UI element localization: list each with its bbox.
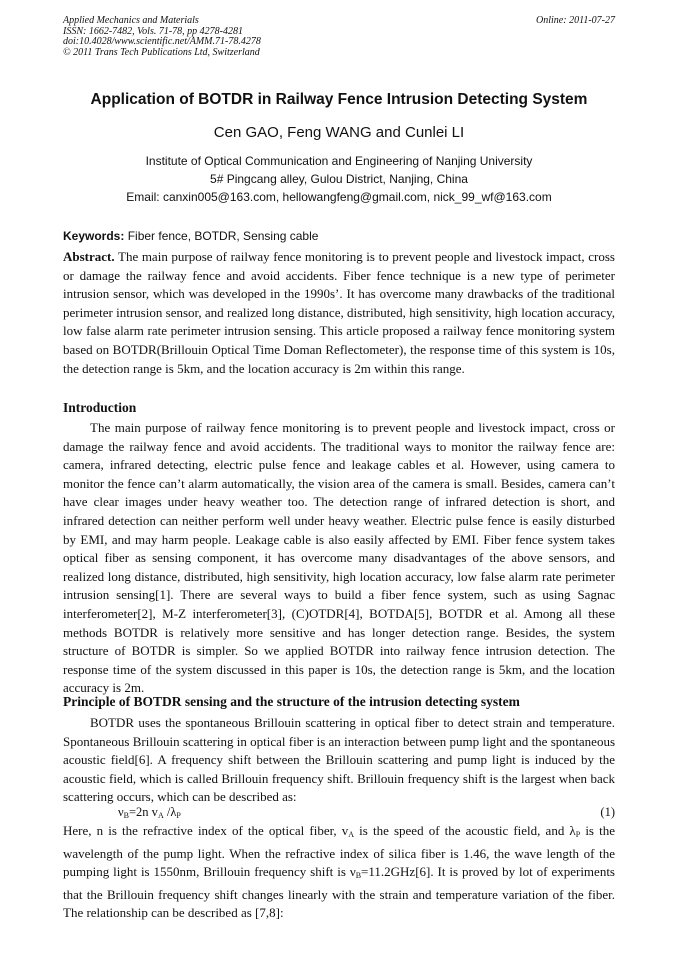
affiliation-email: Email: canxin005@163.com, hellowangfeng@gmail.com, nick_99_wf@163.com xyxy=(126,190,552,204)
abstract-label: Abstract. xyxy=(63,249,115,264)
equation-formula: $\nu_B=2n$ $v_A$ $/\lambda_P$ xyxy=(118,805,181,820)
journal-header xyxy=(63,16,615,58)
principle-heading: Principle of BOTDR sensing and the structure of the intrusion detecting system xyxy=(63,694,520,709)
keywords-label: Keywords: xyxy=(63,229,125,243)
abstract xyxy=(63,248,615,378)
online-date: Online: 2011-07-27 xyxy=(536,15,615,26)
abstract-text: The main purpose of railway fence monitoring is to prevent people and livestock impact, cross or damage the railway fence and avoid accidents. Fiber fence technique is a new type of perimeter intrusion sensor, which was developed in the 1990s’. It has overcome many drawbacks of the traditional perimeter intrusion sensor, and realized long distance, distributed, high sensitivity, high location accuracy, low false alarm rate perimeter intrusion sensing. This article proposed a railway fence monitoring system based on BOTDR(Brillouin Optical Time Doman Reflectometer), the response time of this system is 10s, the detection range is 5km, and the location accuracy is 2m within this range. xyxy=(63,249,615,376)
principle-text: BOTDR uses the spontaneous Brillouin scattering in optical fiber to detect strain and temperature. Spontaneous Brillouin scattering in optical fiber is an interaction between pump light and the spontaneous acoustic field[6]. A frequency shift between the Brillouin scattering and pump light is induced by the acoustic field, which is called Brillouin frequency shift. Brillouin frequency shift is the largest when back scattering occurs, which can be described as: xyxy=(63,715,615,805)
journal-name: Applied Mechanics and Materials xyxy=(63,15,199,26)
keywords xyxy=(63,229,615,243)
author-list: Cen GAO, Feng WANG and Cunlei LI xyxy=(213,124,465,141)
affiliation-institute: Institute of Optical Communication and Engineering of Nanjing University xyxy=(145,154,533,168)
paper-title: Application of BOTDR in Railway Fence Intrusion Detecting System xyxy=(90,91,588,108)
equation-number: (1) xyxy=(600,805,615,819)
doi-line: doi:10.4028/www.scientific.net/AMM.71-78.4278 xyxy=(63,36,261,48)
affiliation-address: 5# Pingcang alley, Gulou District, Nanjing, China xyxy=(210,172,468,186)
copyright-line: © 2011 Trans Tech Publications Ltd, Switzerland xyxy=(63,46,260,58)
principle-text-2: Here, n is the refractive index of the optical fiber, $v_A$ is the speed of the acoustic field, and $\lambda_P$ is the wavelength of the pump light. When the refractive index of silica fiber is 1.46, the wave length of the pumping light is 1550nm, Brillouin frequency shift is $\nu_B=11.2GHz[6]$. It is proved by lot of experiments that the Brillouin frequency shift changes linearly with the strain and temperature variation of the fiber. The relationship can be described as [7,8]: xyxy=(63,823,615,921)
issn-line: ISSN: 1662-7482, Vols. 71-78, pp 4278-4281 xyxy=(63,25,243,37)
keywords-text: Fiber fence, BOTDR, Sensing cable xyxy=(124,229,319,243)
introduction-heading: Introduction xyxy=(63,400,137,415)
introduction-text: The main purpose of railway fence monitoring is to prevent people and livestock impact, cross or damage the railway fence and avoid accidents. The traditional ways to monitor the railway fence are: camera, infrared detecting, electric pulse fence and leakage cables et al. However, using camera to monitor the fence can’t alarm automatically, the vision area of the camera is small. Besides, camera can’t have clear images under heavy weather too. The detection range of infrared detection is short, and infrared detection can neither perform well under heavy weather. Electric pulse fence is easily disturbed by EMI, and may harm people. Leakage cable is also easily affected by EMI. Fiber fence system takes optical fiber as sensing component, it has overcome many disadvantages of the above sensors, and realized long distance, distributed, high sensitivity, high location accuracy, low false alarm rate perimeter intrusion sensing[1]. There are several ways to build a fiber fence system, such as using Sagnac interferometer[2], M-Z interferometer[3], (C)OTDR[4], BOTDA[5], BOTDR et al. Among all these methods BOTDR is relatively more sensitive and has longer detection range. Besides, the system structure of BOTDR is simpler. So we applied BOTDR into railway fence intrusion detection. The response time of the system discussed in this paper is 10s, the detection range is 5km, and the location accuracy is 2m. xyxy=(63,420,615,696)
